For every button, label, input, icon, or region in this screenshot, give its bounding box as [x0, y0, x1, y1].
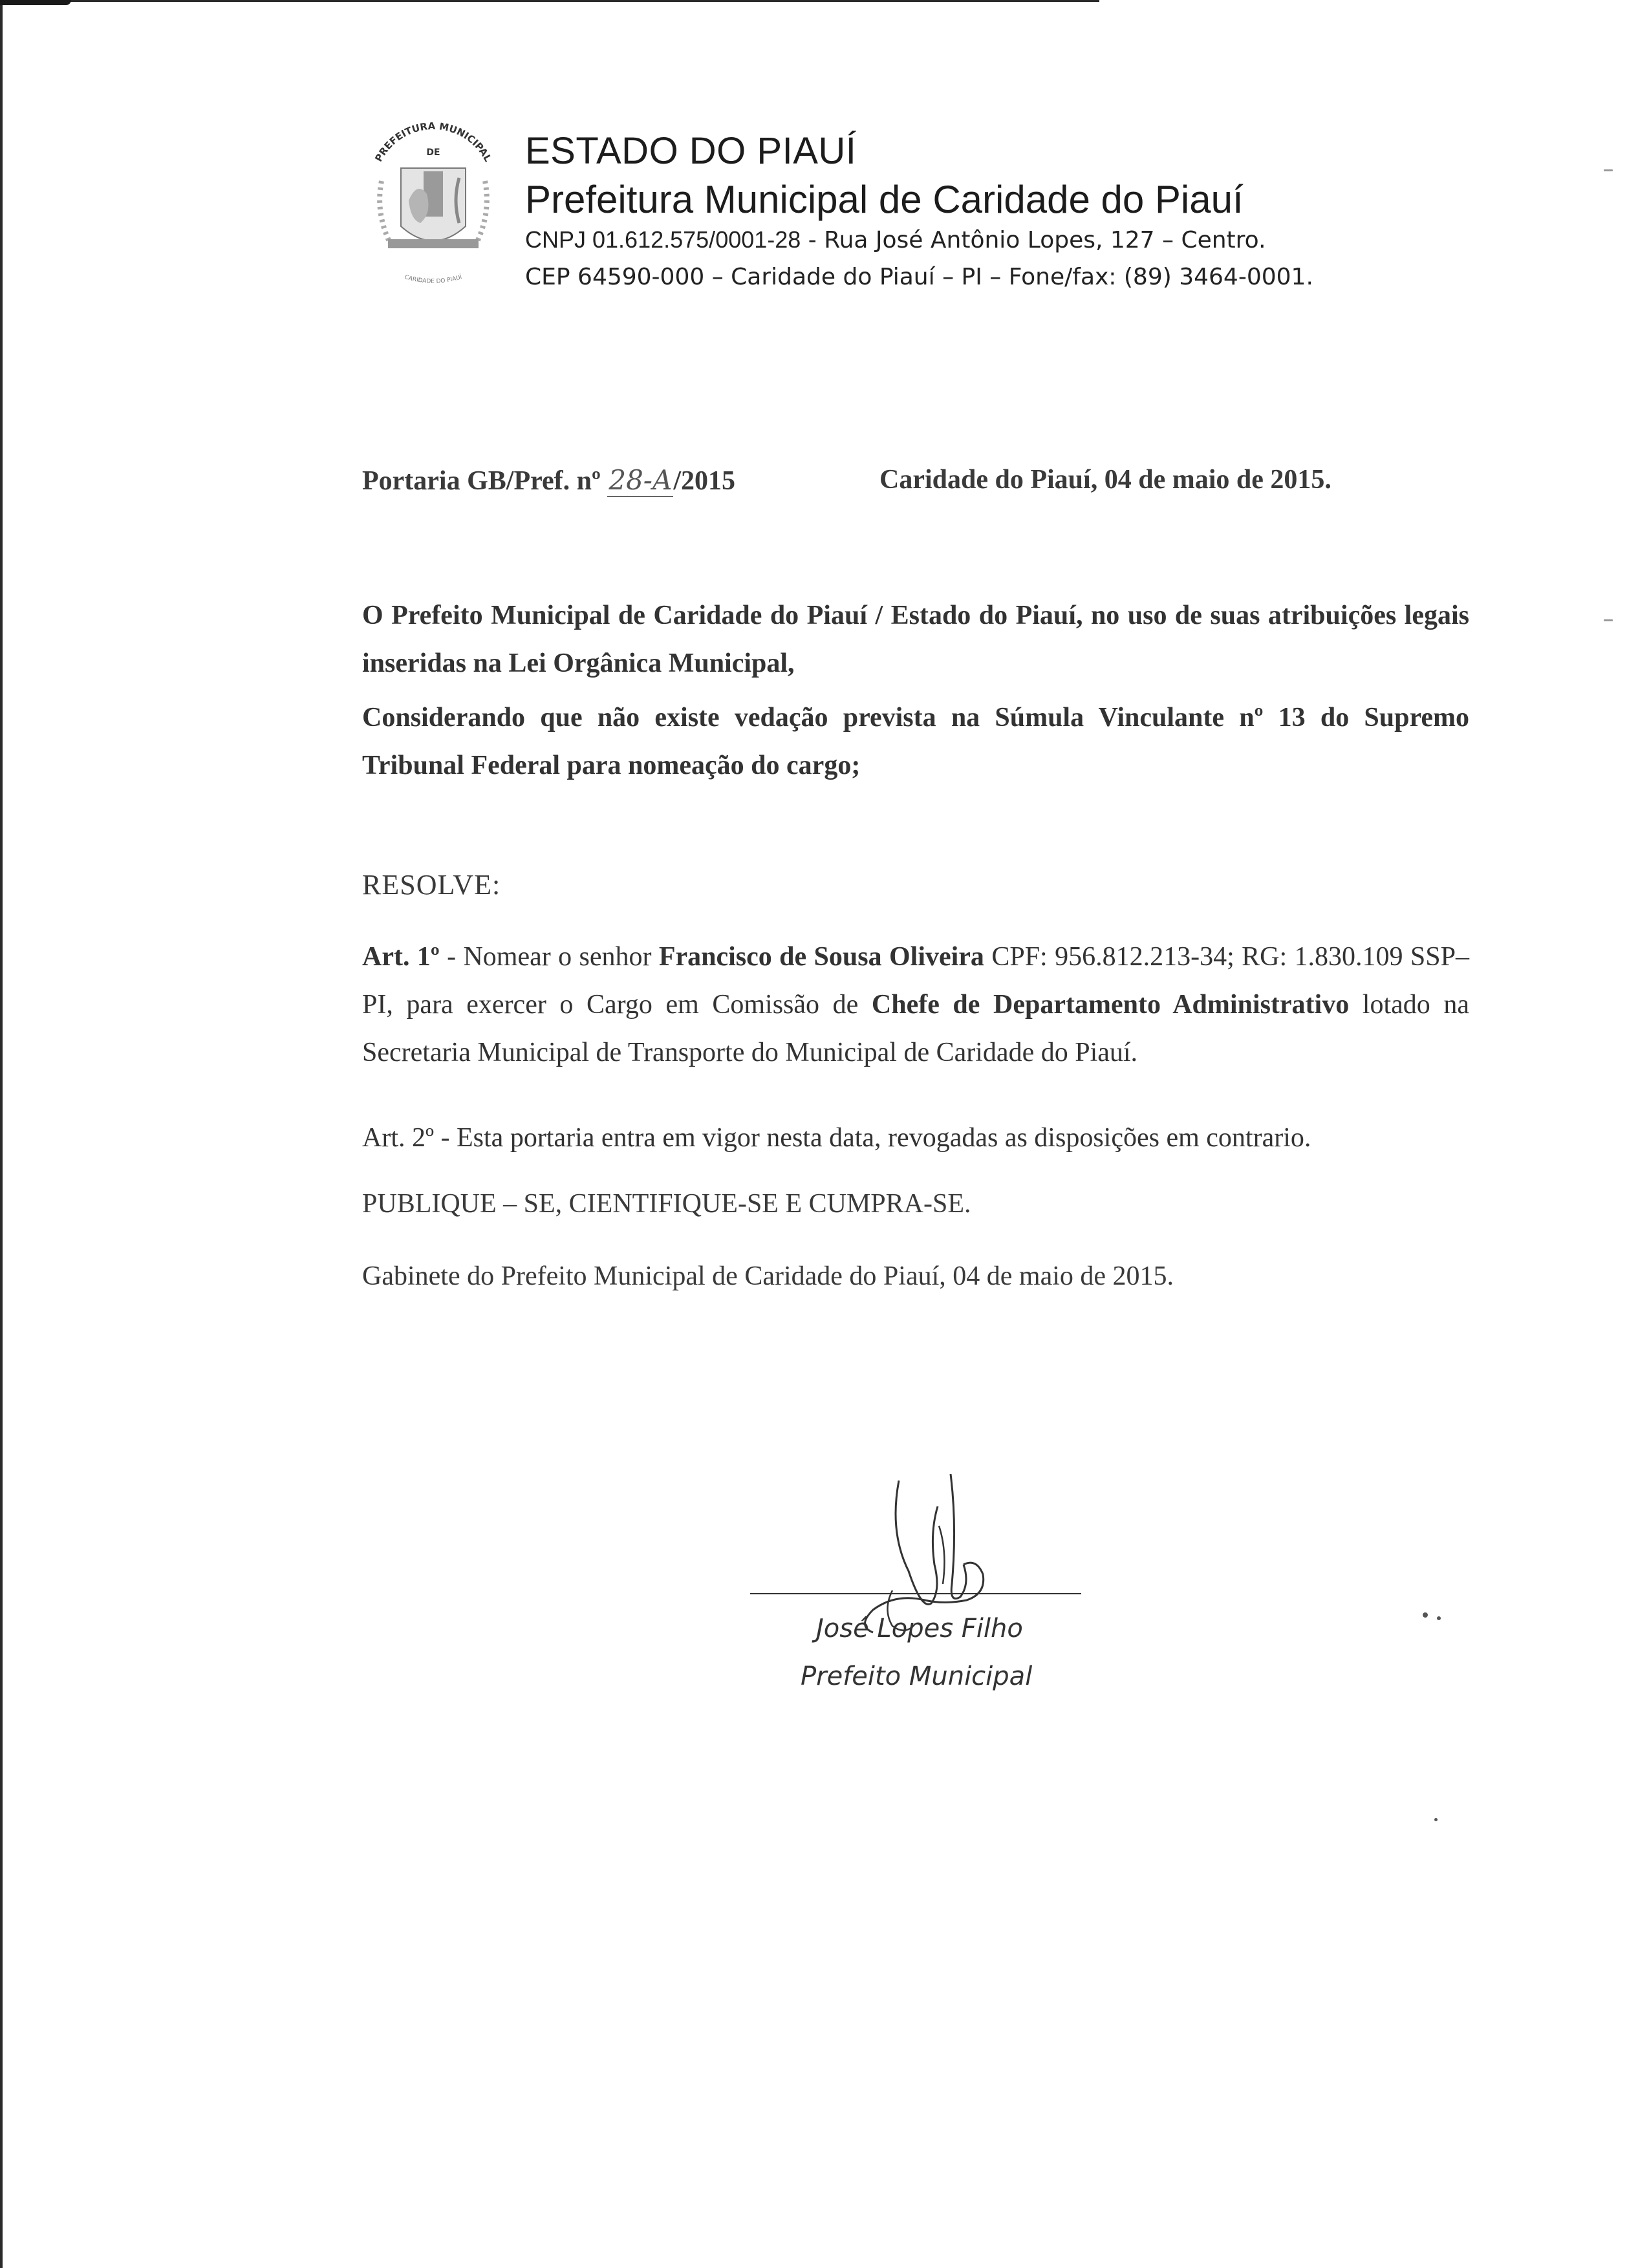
article-2 — [362, 1122, 1469, 1153]
publique-line: PUBLIQUE – SE, CIENTIFIQUE-SE E CUMPRA-SE. — [362, 1189, 971, 1219]
art1-text-3: lotado na Secretaria Municipal de Transporte do Municipal de Caridade do Piauí. — [362, 990, 1470, 1067]
svg-text:CARIDADE DO PIAUÍ — [404, 273, 463, 285]
letterhead-address: - Rua José Antônio Lopes, 127 – Centro. — [801, 227, 1266, 253]
portaria-prefix: Portaria GB/Pref. nº — [362, 466, 608, 496]
signatory-role: Prefeito Municipal — [801, 1662, 1033, 1691]
portaria-date: Caridade do Piauí, 04 de maio de 2015. — [879, 465, 1331, 495]
scan-speck — [1434, 1818, 1438, 1821]
art2-label: Art. 2º — [362, 1123, 435, 1153]
letterhead-cnpj-address — [525, 226, 1266, 253]
article-1 — [362, 933, 1469, 1076]
intro-paragraph: O Prefeito Municipal de Caridade do Piauí / Estado do Piauí, no uso de suas atribuições legais inseridas na Lei Orgânica Municipal, — [362, 601, 1469, 678]
portaria-suffix: /2015 — [673, 466, 735, 496]
crest-text-bottom: CARIDADE DO PIAUÍ — [404, 273, 463, 285]
resolve-heading: RESOLVE: — [362, 869, 501, 901]
municipal-crest-icon — [362, 116, 504, 304]
letterhead-subtitle: Prefeitura Municipal de Caridade do Piauí — [525, 178, 1244, 221]
scan-speck — [1604, 619, 1613, 621]
portaria-handwritten-number: 28-A — [609, 464, 673, 496]
art1-appointee-name: Francisco de Sousa Oliveira — [658, 942, 984, 972]
letterhead-title: ESTADO DO PIAUÍ — [525, 130, 857, 172]
considerando-paragraph: Considerando que não existe vedação prevista na Súmula Vinculante nº 13 do Supremo Tribunal Federal para nomeação do cargo; — [362, 703, 1469, 780]
signature-line — [750, 1593, 1081, 1594]
art1-label: Art. 1º — [362, 942, 440, 972]
letterhead-contact: CEP 64590-000 – Caridade do Piauí – PI – Fone/fax: (89) 3464-0001. — [525, 264, 1313, 290]
scan-corner — [0, 0, 71, 5]
scan-speck — [1437, 1616, 1441, 1620]
signatory-name: José Lopes Filho — [816, 1614, 1023, 1643]
gabinete-line: Gabinete do Prefeito Municipal de Caridade do Piauí, 04 de maio de 2015. — [362, 1261, 1174, 1291]
scan-edge-left — [0, 0, 3, 2268]
letterhead-cnpj: CNPJ 01.612.575/0001-28 — [525, 226, 801, 253]
crest-text-top: PREFEITURA MUNICIPAL — [372, 120, 494, 164]
art1-position-title: Chefe de Departamento Administrativo — [871, 990, 1350, 1020]
portaria-number — [362, 464, 735, 497]
art2-text: - Esta portaria entra em vigor nesta data, revogadas as disposições em contrario. — [434, 1123, 1311, 1153]
scan-speck — [1604, 169, 1613, 171]
scan-speck — [1423, 1612, 1428, 1618]
art1-text-2: CPF: 956.812.213-34; RG: 1.830.109 SSP–PI, para exercer o Cargo em Comissão de — [362, 942, 1469, 1020]
crest-text-mid: DE — [426, 147, 440, 158]
scan-edge-top — [0, 0, 1099, 2]
art1-text-1: - Nomear o senhor — [439, 942, 659, 972]
